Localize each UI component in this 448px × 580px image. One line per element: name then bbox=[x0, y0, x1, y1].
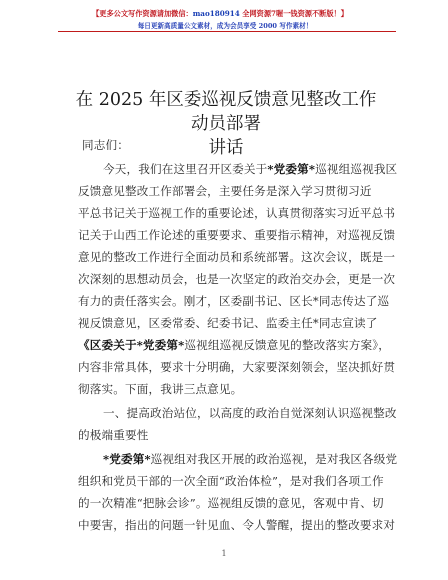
body-line: 今天，我们在这里召开区委关于*党委第*巡视组巡视我区 bbox=[103, 162, 398, 176]
body-line: 的一次精准“把脉会诊”。巡视组反馈的意见，客观中肯、切 bbox=[78, 496, 384, 510]
body-line: 《区委关于*党委第*巡视组巡视反馈意见的整改落实方案》， bbox=[78, 338, 390, 352]
body-line: 组织和党员干部的一次全面“政治体检”，是对我们各项工作 bbox=[78, 474, 384, 488]
body-line: *党委第*巡视组对我区开展的政治巡视，是对我区各级党 bbox=[103, 452, 398, 466]
body-line: 记关于山西工作论述的重要要求、重要指示精神，对巡视反馈 bbox=[78, 228, 396, 242]
section-heading-line: 一、提高政治站位，以高度的政治自觉深刻认识巡视整改 bbox=[103, 406, 397, 420]
body-line: 有力的责任落实会。刚才，区委副书记、区长*同志传达了巡 bbox=[78, 294, 390, 308]
title-line-2: 讲话 bbox=[208, 138, 244, 158]
promo-header-line1 bbox=[70, 9, 370, 19]
wechat-id[interactable]: mao180914 bbox=[192, 9, 240, 18]
emphasized-phrase: *党委第* bbox=[103, 452, 151, 466]
header-divider bbox=[58, 31, 396, 32]
emphasized-phrase: 《区委关于*党委第* bbox=[78, 338, 185, 352]
promo-header-line2: 每日更新高质量公文素材，成为会员享受 2000 写作素材！ bbox=[137, 22, 313, 30]
body-line: 视反馈意见，区委常委、纪委书记、监委主任*同志宣读了 bbox=[78, 316, 378, 330]
title-line-1: 在 2025 年区委巡视反馈意见整改工作动员部署 bbox=[75, 90, 377, 134]
body-line: 反馈意见整改工作部署会，主要任务是深入学习贯彻习近 bbox=[78, 184, 372, 198]
body-line: 彻落实。下面，我讲三点意见。 bbox=[78, 382, 243, 396]
salutation: 同志们： bbox=[82, 138, 129, 152]
section-heading-line: 的极端重要性 bbox=[78, 428, 149, 442]
body-line: 内容非常具体，要求十分明确，大家要深刻领会，坚决抓好贯 bbox=[78, 360, 396, 374]
promo-text-end: 全网资源7喔一钱资源不断版！】 bbox=[239, 9, 348, 18]
emphasized-phrase: *党委第* bbox=[267, 162, 316, 176]
body-line: 中要害，指出的问题一针见血、令人警醒，提出的整改要求对 bbox=[78, 518, 396, 532]
body-line: 次深刻的思想动员会，也是一次坚定的政治交办会，更是一次 bbox=[78, 272, 396, 286]
promo-text: 【更多公文写作资源请加微信： bbox=[92, 9, 193, 18]
body-line: 平总书记关于巡视工作的重要论述，认真贯彻落实习近平总书 bbox=[78, 206, 396, 220]
page-number: 1 bbox=[221, 549, 227, 558]
body-line: 意见的整改工作进行全面动员和系统部署。这次会议，既是一 bbox=[78, 250, 396, 264]
